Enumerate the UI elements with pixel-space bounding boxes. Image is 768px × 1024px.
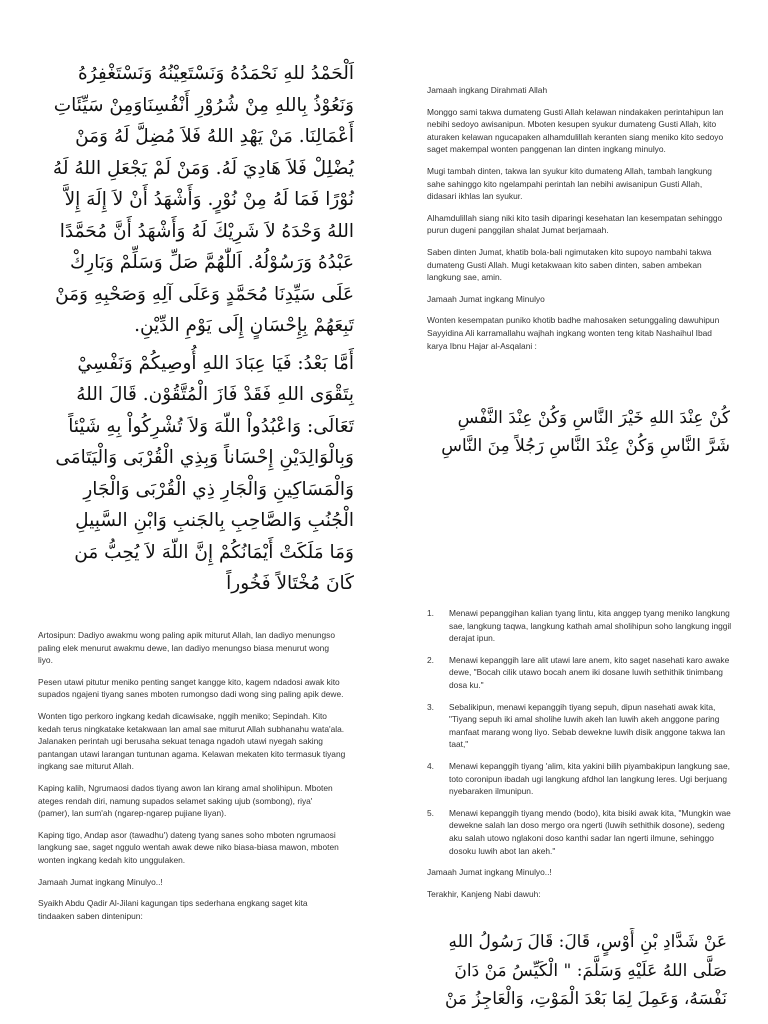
tips-column: [427, 607, 732, 909]
list-item: 1. Menawi pepanggihan kalian tyang lintu, kita anggep tyang meniko langkung sae, langkung taqwa, langkung kathah amal sholihipun soho langkung inggil derajat ipun.: [427, 608, 732, 644]
paragraph-salutation-2: Jamaah Jumat ingkang Minulyo..!: [38, 876, 163, 887]
opening-arabic-praise: اَلْحَمْدُ للهِ نَحْمَدُهُ وَنَسْتَعِيْنُهُ وَنَسْتَغْفِرُهُ وَنَعُوْذُ بِاللهِ مِنْ شُرُوْرِ أَنْفُسِنَاوَمِنْ سَيِّئَاتِ أَعْمَالِنَا. مَنْ يَهْدِ اللهُ فَلاَ مُضِلَّ لَهُ وَمَنْ يُضْلِلْ فَلاَ هَادِيَ لَهُ. وَمَنْ لَمْ يَجْعَلِ اللهُ لَهُ نُوْرًا فَمَا لَهُ مِنْ نُوْرٍ. وَأَشْهَدُ أَنْ لاَ إِلَهَ إِلاَّ اللهُ وَحْدَهُ لاَ شَرِيْكَ لَهُ وَأَشْهَدُ أَنَّ مُحَمَّدًا عَبْدُهُ وَرَسُوْلُهُ. اَللّٰهُمَّ صَلِّ وَسَلِّمْ وَبَارِكْ عَلَى سَيِّدِنَا مُحَمَّدٍ وَعَلَى آلِهِ وَصَحْبِهِ وَمَنْ تَبِعَهُمْ بِإِحْسَانٍ إِلَى يَوْمِ الدِّيْنِ.: [52, 63, 354, 336]
paragraph-kaping-kalih: Kaping kalih, Ngrumaosi dados tiyang awon lan kirang amal sholihipun. Mboten ateges rendah diri, namung supados selamet saking ujub (sombong), riya' (pamer), lan sum'ah (ngarep-ngarep pujiane liyan).: [38, 782, 333, 819]
list-item: 3. Sebalikipun, menawi kepanggih tiyang sepuh, dipun nasehati awak kita, "Tiyang sepuh iki amal sholihe luwih akeh lan luwih akeh anggone paring manfaat marang wong liyo. Sebab dewekne luwih disik anggone takwa lan taat,": [427, 701, 726, 750]
paragraph-syukur: Mugi tambah dinten, takwa lan syukur kito dumateng Allah, tambah langkung sahe sahinggo kito ngelampahi perintah lan nebihi awisanipun Gusti Allah, didasari ikhlas lan syukur.: [427, 165, 712, 202]
opening-arabic-column: [52, 58, 354, 606]
paragraph-jumat: Saben dinten Jumat, khatib bola-bali ngimutaken kito supoyo nambahi takwa dumateng Gusti Allah. Mugi ketakwaan kito saben dinten, saben ambekan langkung sae, amin.: [427, 246, 712, 283]
paragraph-syaikh-abdul-qadir: Syaikh Abdu Qadir Al-Jilani kagungan tips sederhana engkang saget kita tindaaken saben dintenipun:: [38, 898, 308, 921]
artosipun-column: [38, 629, 346, 931]
paragraph-kesehatan: Alhamdulillah siang niki kito tasih diparingi kesehatan lan kesempatan sehinggo purun dugeni panggilan shalat Jumat berjamaah.: [427, 212, 723, 236]
tips-list: [427, 607, 732, 857]
arabic-quote: كُنْ عِنْدَ اللهِ خَيْرَ النَّاسِ وَكُنْ عِنْدَ النَّفْسِ شَرَّ النَّاسِ وَكُنْ عِنْدَ النَّاسِ رَجُلاً مِنَ النَّاسِ: [441, 408, 730, 456]
list-item: 2. Menawi kepanggih lare alit utawi lare anem, kito saget nasehati karo awake dewe, "Bocah cilik utawo bocah anem iki dosane luwih sethithik tinimbang dosa ku.": [427, 654, 730, 690]
opening-arabic-wasiat: أَمَّا بَعْدُ: فَيَا عِبَادَ اللهِ أُوصِيكُمْ وَنَفْسِيْ بِتَقْوَى اللهِ فَقَدْ فَازَ الْمُتَّقُوْن. قَالَ اللهُ تَعَالَى: وَاعْبُدُواْ اللّهَ وَلاَ تُشْرِكُواْ بِهِ شَيْئاً وَبِالْوَالِدَيْنِ إِحْسَاناً وَبِذِي الْقُرْبَى وَالْيَتَامَى وَالْمَسَاكِينِ وَالْجَارِ ذِي الْقُرْبَى وَالْجَارِ الْجُنُبِ وَالصَّاحِبِ بِالجَنبِ وَابْنِ السَّبِيلِ وَمَا مَلَكَتْ أَيْمَانُكُمْ إِنَّ اللّهَ لاَ يُحِبُّ مَن كَانَ مُخْتَالاً فَخُوراً: [55, 352, 354, 594]
paragraph-greeting: Jamaah ingkang Dirahmati Allah: [427, 85, 548, 95]
paragraph-artosipun: Artosipun: Dadiyo awakmu wong paling apik miturut Allah, lan dadiyo menungso paling elek menurut awakmu dewe, lan dadiyo menungso biasa menurut wong liyo.: [38, 630, 336, 666]
arabic-hadith: عَنْ شَدَّادِ بْنِ أَوْسٍ، قَالَ: قَالَ رَسُولُ اللهِ صَلَّى اللهُ عَلَيْهِ وَسَلَّمَ: " الْكَيِّسُ مَنْ دَانَ نَفْسَهُ، وَعَمِلَ لِمَا بَعْدَ الْمَوْتِ، وَالْعَاجِزُ مَنْ: [444, 932, 727, 1009]
paragraph-salutation: Jamaah Jumat ingkang Minulyo: [427, 293, 545, 304]
paragraph-salutation-3: Jamaah Jumat ingkang Minulyo..!: [427, 867, 552, 878]
paragraph-terakhir: Terakhir, Kanjeng Nabi dawuh:: [427, 888, 541, 899]
list-item: 5. Menawi kepanggih tiyang mendo (bodo), kita bisiki awak kita, "Mungkin wae dewekne salah lan doso mergo ora ngerti (luwih sethithik dosone), sedeng aku salah utowo nglakoni doso kanthi sadar lan ngerti ilmune, sehinggo dosoku luwih abot lan akeh.": [427, 807, 731, 856]
sermon-intro-column: [427, 84, 727, 361]
paragraph-takwa: Monggo sami takwa dumateng Gusti Allah kelawan nindakaken perintahipun lan nebihi sedoyo awisanipun. Mboten kesupen syukur dumateng Gusti Allah, kito aturaken kelawan ngucapaken alhamdulillah keranten siang meniko kito sedoyo saget makempal wonten panggenan lan dinten ingkang minulyo.: [427, 106, 724, 155]
list-item: 4. Menawi kepanggih tiyang 'alim, kita yakini bilih piyambakipun langkung sae, toto coronipun ibadah ugi langkung afdhol lan langkung leres. Ugi berjuang nyebaraken ilmunipun.: [427, 760, 730, 797]
paragraph-sayyidina-ali: Wonten kesempatan puniko khotib badhe mahosaken setunggaling dawuhipun Sayyidina Ali karramallahu wajhah ingkang wonten teng kitab Nashaihul Ibad karya Ibnu Hajar al-Asqalani :: [427, 315, 720, 351]
paragraph-tigo-perkoro: Wonten tigo perkoro ingkang kedah dicawisake, nggih meniko; Sepindah. Kito kedah terus ningkatake ketakwaan lan amal sae miturut Allah subhanahu wata'ala. Jalanaken perintah ugi berusaha sekuat tenaga ngadoh utawi nyegah saking pantangan utawi larangan tuntunan agama. Kelawan mekaten kito termasuk tiyang ingkang sae miturut Allah.: [38, 710, 346, 772]
paragraph-kaping-tigo: Kaping tigo, Andap asor (tawadhu') dateng tyang sanes soho mboten ngrumaosi langkung sae, saget nggulo wentah awak dewe niko biasa-biasa mawon, mboten wonten ingkang kedah kito unggulaken.: [38, 829, 339, 865]
paragraph-pesen: Pesen utawi pitutur meniko penting sanget kangge kito, kagem ndadosi awak kito supados ngajeni tiyang sanes mboten rumongso dadi wong sing paling apik dewe.: [38, 676, 344, 700]
